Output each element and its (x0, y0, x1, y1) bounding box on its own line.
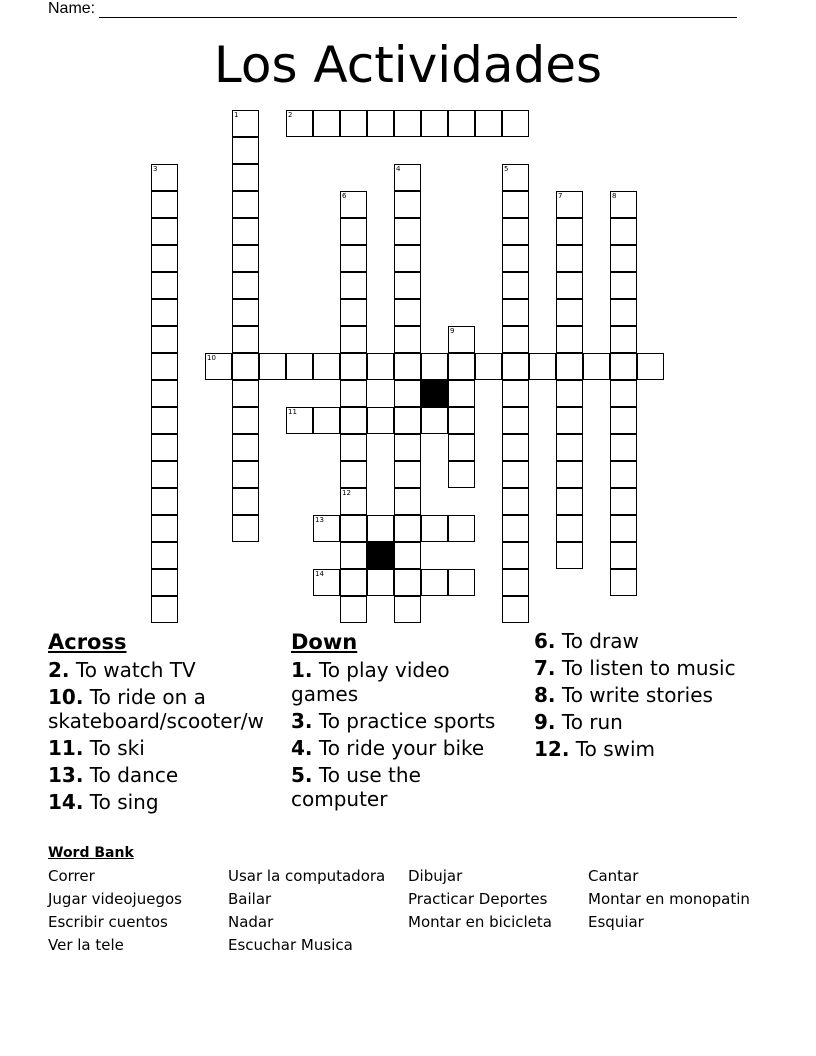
grid-cell[interactable] (340, 488, 367, 515)
grid-cell[interactable] (610, 434, 637, 461)
word-bank-item: Escribir cuentos (48, 913, 168, 931)
name-label: Name: (48, 0, 96, 17)
across-clue: 11. To ski (48, 736, 145, 760)
grid-cell[interactable] (367, 353, 394, 380)
grid-cell[interactable] (556, 407, 583, 434)
clue-number: 6 (342, 192, 347, 200)
across-clue: 13. To dance (48, 763, 179, 787)
grid-cell[interactable] (340, 191, 367, 218)
page-title: Los Actividades (213, 36, 603, 94)
grid-cell[interactable] (610, 488, 637, 515)
clue-number: 3 (153, 165, 158, 173)
grid-cell[interactable] (394, 542, 421, 569)
grid-cell[interactable] (232, 407, 259, 434)
grid-cell[interactable] (232, 488, 259, 515)
word-bank-item: Nadar (228, 913, 274, 931)
across-clue: 10. To ride on a skateboard/scooter/w (48, 685, 264, 733)
grid-cell[interactable] (313, 407, 340, 434)
grid-cell[interactable] (610, 218, 637, 245)
grid-cell[interactable] (313, 110, 340, 137)
grid-cell[interactable] (529, 353, 556, 380)
grid-cell[interactable] (394, 569, 421, 596)
grid-cell[interactable] (556, 245, 583, 272)
grid-cell[interactable] (421, 407, 448, 434)
grid-cell[interactable] (340, 110, 367, 137)
grid-cell[interactable] (367, 569, 394, 596)
grid-cell[interactable] (340, 515, 367, 542)
grid-cell[interactable] (502, 461, 529, 488)
grid-cell[interactable] (151, 164, 178, 191)
grid-cell[interactable] (610, 326, 637, 353)
grid-cell[interactable] (610, 299, 637, 326)
grid-cell[interactable] (232, 353, 259, 380)
grid-cell[interactable] (556, 272, 583, 299)
grid-cell[interactable] (151, 569, 178, 596)
word-bank-item: Ver la tele (48, 936, 124, 954)
grid-cell[interactable] (151, 542, 178, 569)
clue-number: 8 (612, 192, 617, 200)
down-clue: 12. To swim (534, 737, 656, 761)
grid-cell[interactable] (394, 299, 421, 326)
grid-cell[interactable] (475, 353, 502, 380)
grid-cell[interactable] (340, 380, 367, 407)
grid-cell[interactable] (448, 407, 475, 434)
name-underline[interactable] (99, 3, 737, 18)
grid-cell[interactable] (340, 407, 367, 434)
grid-cell[interactable] (421, 110, 448, 137)
grid-cell[interactable] (232, 110, 259, 137)
grid-cell[interactable] (340, 542, 367, 569)
grid-cell[interactable] (367, 515, 394, 542)
down-clue: 7. To listen to music (534, 656, 736, 680)
grid-block (421, 380, 448, 407)
word-bank-item: Practicar Deportes (408, 890, 548, 908)
word-bank-item: Dibujar (408, 867, 463, 885)
grid-cell[interactable] (232, 272, 259, 299)
grid-cell[interactable] (394, 407, 421, 434)
grid-cell[interactable] (502, 596, 529, 623)
grid-cell[interactable] (421, 569, 448, 596)
grid-cell[interactable] (340, 461, 367, 488)
grid-cell[interactable] (448, 380, 475, 407)
clue-number: 5 (504, 165, 509, 173)
clue-number: 7 (558, 192, 563, 200)
grid-cell[interactable] (556, 434, 583, 461)
word-bank-item: Usar la computadora (228, 867, 386, 885)
clue-number: 9 (450, 327, 455, 335)
grid-cell[interactable] (610, 407, 637, 434)
grid-cell[interactable] (502, 434, 529, 461)
grid-cell[interactable] (367, 407, 394, 434)
word-bank-item: Escuchar Musica (228, 936, 353, 954)
grid-cell[interactable] (394, 353, 421, 380)
down-clue: 9. To run (534, 710, 623, 734)
down-clue: 5. To use the computer (291, 763, 421, 811)
word-bank-item: Bailar (228, 890, 272, 908)
grid-cell[interactable] (556, 353, 583, 380)
down-clue: 8. To write stories (534, 683, 713, 707)
grid-cell[interactable] (448, 353, 475, 380)
grid-cell[interactable] (394, 434, 421, 461)
grid-cell[interactable] (394, 326, 421, 353)
across-clue: 2. To watch TV (48, 658, 196, 682)
grid-cell[interactable] (583, 353, 610, 380)
grid-cell[interactable] (610, 245, 637, 272)
grid-cell[interactable] (340, 245, 367, 272)
grid-cell[interactable] (502, 488, 529, 515)
grid-cell[interactable] (232, 326, 259, 353)
grid-cell[interactable] (502, 299, 529, 326)
grid-cell[interactable] (556, 380, 583, 407)
grid-cell[interactable] (502, 326, 529, 353)
grid-cell[interactable] (448, 434, 475, 461)
grid-cell[interactable] (394, 164, 421, 191)
grid-cell[interactable] (232, 461, 259, 488)
grid-block (367, 542, 394, 569)
grid-cell[interactable] (556, 488, 583, 515)
grid-cell[interactable] (556, 218, 583, 245)
clue-number: 4 (396, 165, 401, 173)
grid-cell[interactable] (610, 191, 637, 218)
word-bank-item: Jugar videojuegos (48, 890, 182, 908)
grid-cell[interactable] (394, 488, 421, 515)
grid-cell[interactable] (232, 380, 259, 407)
word-bank-item: Esquiar (588, 913, 644, 931)
across-clues (48, 629, 288, 814)
clue-number: 13 (315, 516, 324, 524)
grid-cell[interactable] (151, 218, 178, 245)
grid-cell[interactable] (151, 596, 178, 623)
word-bank-title: Word Bank (48, 845, 134, 861)
grid-cell[interactable] (151, 515, 178, 542)
grid-cell[interactable] (421, 353, 448, 380)
grid-cell[interactable] (232, 164, 259, 191)
grid-cell[interactable] (475, 110, 502, 137)
grid-cell[interactable] (151, 434, 178, 461)
clue-number: 14 (315, 570, 324, 578)
grid-cell[interactable] (556, 542, 583, 569)
grid-cell[interactable] (151, 488, 178, 515)
grid-cell[interactable] (340, 272, 367, 299)
down-clue: 6. To draw (534, 629, 639, 653)
grid-cell[interactable] (610, 542, 637, 569)
grid-cell[interactable] (340, 299, 367, 326)
grid-cell[interactable] (448, 110, 475, 137)
grid-cell[interactable] (394, 218, 421, 245)
clue-number: 2 (288, 111, 293, 119)
grid-cell[interactable] (151, 380, 178, 407)
grid-cell[interactable] (232, 515, 259, 542)
word-bank-item: Montar en monopatin (588, 890, 750, 908)
clue-number: 10 (207, 354, 216, 362)
grid-cell[interactable] (610, 515, 637, 542)
grid-cell[interactable] (502, 245, 529, 272)
grid-cell[interactable] (313, 515, 340, 542)
grid-cell[interactable] (205, 353, 232, 380)
grid-cell[interactable] (610, 353, 637, 380)
grid-cell[interactable] (421, 515, 448, 542)
word-bank (48, 866, 788, 955)
grid-cell[interactable] (502, 407, 529, 434)
grid-cell[interactable] (502, 110, 529, 137)
grid-cell[interactable] (448, 515, 475, 542)
grid-cell[interactable] (394, 272, 421, 299)
grid-cell[interactable] (610, 461, 637, 488)
grid-cell[interactable] (340, 569, 367, 596)
down-clue: 3. To practice sports (291, 709, 496, 733)
down-clues-continued (534, 629, 784, 761)
grid-cell[interactable] (556, 461, 583, 488)
grid-cell[interactable] (286, 110, 313, 137)
grid-cell[interactable] (394, 245, 421, 272)
grid-cell[interactable] (502, 164, 529, 191)
grid-cell[interactable] (448, 326, 475, 353)
grid-cell[interactable] (637, 353, 664, 380)
grid-cell[interactable] (394, 380, 421, 407)
grid-cell[interactable] (340, 596, 367, 623)
grid-cell[interactable] (151, 407, 178, 434)
grid-cell[interactable] (286, 407, 313, 434)
grid-cell[interactable] (502, 569, 529, 596)
grid-cell[interactable] (502, 515, 529, 542)
grid-cell[interactable] (151, 326, 178, 353)
grid-cell[interactable] (151, 353, 178, 380)
grid-cell[interactable] (448, 569, 475, 596)
grid-cell[interactable] (556, 515, 583, 542)
across-clue: 14. To sing (48, 790, 159, 814)
grid-cell[interactable] (394, 191, 421, 218)
grid-cell[interactable] (610, 380, 637, 407)
grid-cell[interactable] (259, 353, 286, 380)
grid-cell[interactable] (232, 218, 259, 245)
grid-cell[interactable] (394, 461, 421, 488)
clue-number: 12 (342, 489, 351, 497)
down-clues (291, 629, 521, 811)
word-bank-item: Correr (48, 867, 95, 885)
down-clue: 4. To ride your bike (291, 736, 485, 760)
grid-cell[interactable] (151, 191, 178, 218)
grid-cell[interactable] (610, 569, 637, 596)
grid-cell[interactable] (394, 596, 421, 623)
grid-cell[interactable] (340, 434, 367, 461)
grid-cell[interactable] (556, 326, 583, 353)
down-heading: Down (291, 630, 358, 654)
grid-cell[interactable] (340, 353, 367, 380)
grid-cell[interactable] (232, 434, 259, 461)
grid-cell[interactable] (556, 299, 583, 326)
grid-cell[interactable] (151, 299, 178, 326)
down-clue: 1. To play video games (291, 658, 450, 706)
name-field (48, 0, 748, 20)
grid-cell[interactable] (151, 461, 178, 488)
grid-cell[interactable] (367, 110, 394, 137)
word-bank-item: Montar en bicicleta (408, 913, 552, 931)
grid-cell[interactable] (340, 218, 367, 245)
grid-cell[interactable] (502, 191, 529, 218)
grid-cell[interactable] (502, 542, 529, 569)
grid-cell[interactable] (448, 461, 475, 488)
grid-cell[interactable] (394, 110, 421, 137)
grid-cell[interactable] (394, 515, 421, 542)
grid-cell[interactable] (556, 191, 583, 218)
grid-cell[interactable] (313, 353, 340, 380)
grid-cell[interactable] (286, 353, 313, 380)
grid-cell[interactable] (502, 353, 529, 380)
clue-number: 1 (234, 111, 239, 119)
grid-cell[interactable] (340, 326, 367, 353)
grid-cell[interactable] (610, 272, 637, 299)
across-heading: Across (48, 630, 127, 654)
grid-cell[interactable] (151, 272, 178, 299)
grid-cell[interactable] (151, 245, 178, 272)
clue-number: 11 (288, 408, 297, 416)
grid-cell[interactable] (502, 380, 529, 407)
grid-cell[interactable] (232, 137, 259, 164)
grid-cell[interactable] (232, 245, 259, 272)
grid-cell[interactable] (502, 272, 529, 299)
word-bank-item: Cantar (588, 867, 639, 885)
grid-cell[interactable] (232, 299, 259, 326)
grid-cell[interactable] (502, 218, 529, 245)
grid-cell[interactable] (313, 569, 340, 596)
grid-cell[interactable] (232, 191, 259, 218)
